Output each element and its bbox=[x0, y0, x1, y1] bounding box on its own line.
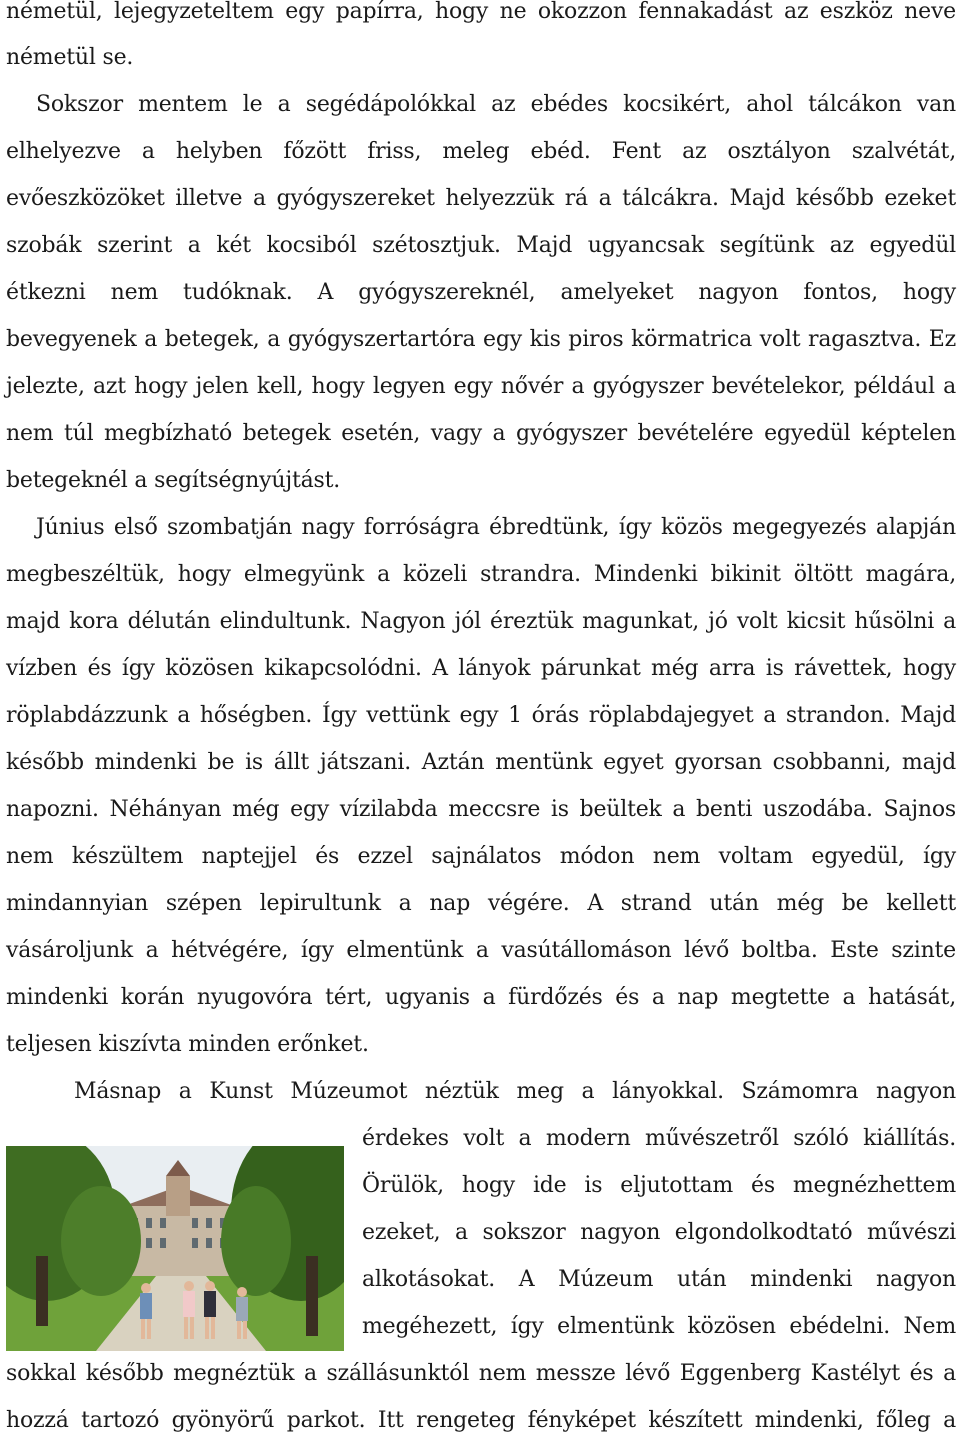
text-line: németül, lejegyzeteltem egy papírra, hogy ne okozzon fennakadást az eszköz neve bbox=[6, 0, 956, 24]
text-line: Sokszor mentem le a segédápolókkal az ebédes kocsikért, ahol tálcákon van bbox=[36, 92, 956, 117]
text-line: vízben és így közösen kikapcsolódni. A lányok párunkat még arra is rávettek, hogy bbox=[6, 656, 956, 681]
text-line: sokkal később megnéztük a szállásunktól nem messze lévő Eggenberg Kastélyt és a bbox=[6, 1361, 956, 1386]
text-line: németül se. bbox=[6, 45, 134, 70]
text-line: bevegyenek a betegek, a gyógyszertartóra egy kis piros körmatrica volt ragasztva. Ez bbox=[6, 327, 956, 352]
text-line: mindannyian szépen lepirultunk a nap végére. A strand után még be kellett bbox=[6, 891, 956, 916]
text-line: vásároljunk a hétvégére, így elmentünk a vasútállomáson lévő boltba. Este szinte bbox=[6, 938, 956, 963]
text-line: Örülök, hogy ide is eljutottam és megnézhettem bbox=[362, 1173, 956, 1198]
text-line: evőeszközöket illetve a gyógyszereket helyezzük rá a tálcákra. Majd később ezeket bbox=[6, 186, 956, 211]
text-line: megéhezett, így elmentünk közösen ebédelni. Nem bbox=[362, 1314, 956, 1339]
text-line: megbeszéltük, hogy elmegyünk a közeli strandra. Mindenki bikinit öltött magára, bbox=[6, 562, 956, 587]
text-line: elhelyezve a helyben főzött friss, meleg ebéd. Fent az osztályon szalvétát, bbox=[6, 139, 956, 164]
text-line: röplabdázzunk a hőségben. Így vettünk egy 1 órás röplabdajegyet a strandon. Majd bbox=[6, 703, 956, 728]
text-line: teljesen kiszívta minden erőnket. bbox=[6, 1032, 369, 1057]
text-line: étkezni nem tudóknak. A gyógyszereknél, amelyeket nagyon fontos, hogy bbox=[6, 280, 956, 305]
text-line: nem készültem naptejjel és ezzel sajnálatos módon nem voltam egyedül, így bbox=[6, 844, 956, 869]
text-line: mindenki korán nyugovóra tért, ugyanis a fürdőzés és a nap megtette a hatását, bbox=[6, 985, 956, 1010]
text-line: hozzá tartozó gyönyörű parkot. Itt rengeteg fényképet készített mindenki, főleg a bbox=[6, 1408, 956, 1433]
text-line: jelezte, azt hogy jelen kell, hogy legyen egy nővér a gyógyszer bevételekor, például a bbox=[6, 374, 956, 399]
text-line: szobák szerint a két kocsiból szétosztjuk. Majd ugyancsak segítünk az egyedül bbox=[6, 233, 956, 258]
text-line: betegeknél a segítségnyújtást. bbox=[6, 468, 341, 493]
text-line: Június első szombatján nagy forróságra ébredtünk, így közös megegyezés alapján bbox=[36, 515, 956, 540]
text-line: nem túl megbízható betegek esetén, vagy a gyógyszer bevételére egyedül képtelen bbox=[6, 421, 956, 446]
text-line: Másnap a Kunst Múzeumot néztük meg a lányokkal. Számomra nagyon bbox=[74, 1079, 956, 1104]
park-photo-image bbox=[6, 1146, 344, 1351]
text-line: alkotásokat. A Múzeum után mindenki nagyon bbox=[362, 1267, 956, 1292]
text-line: érdekes volt a modern művészetről szóló kiállítás. bbox=[362, 1126, 956, 1151]
text-line: később mindenki be is állt játszani. Aztán mentünk egyet gyorsan csobbanni, majd bbox=[6, 750, 956, 775]
text-line: ezeket, a sokszor nagyon elgondolkodtató művészi bbox=[362, 1220, 956, 1245]
park-photo bbox=[6, 1146, 344, 1351]
text-line: majd kora délután elindultunk. Nagyon jól éreztük magunkat, jó volt kicsit hűsölni a bbox=[6, 609, 956, 634]
text-line: napozni. Néhányan még egy vízilabda meccsre is beültek a benti uszodába. Sajnos bbox=[6, 797, 956, 822]
